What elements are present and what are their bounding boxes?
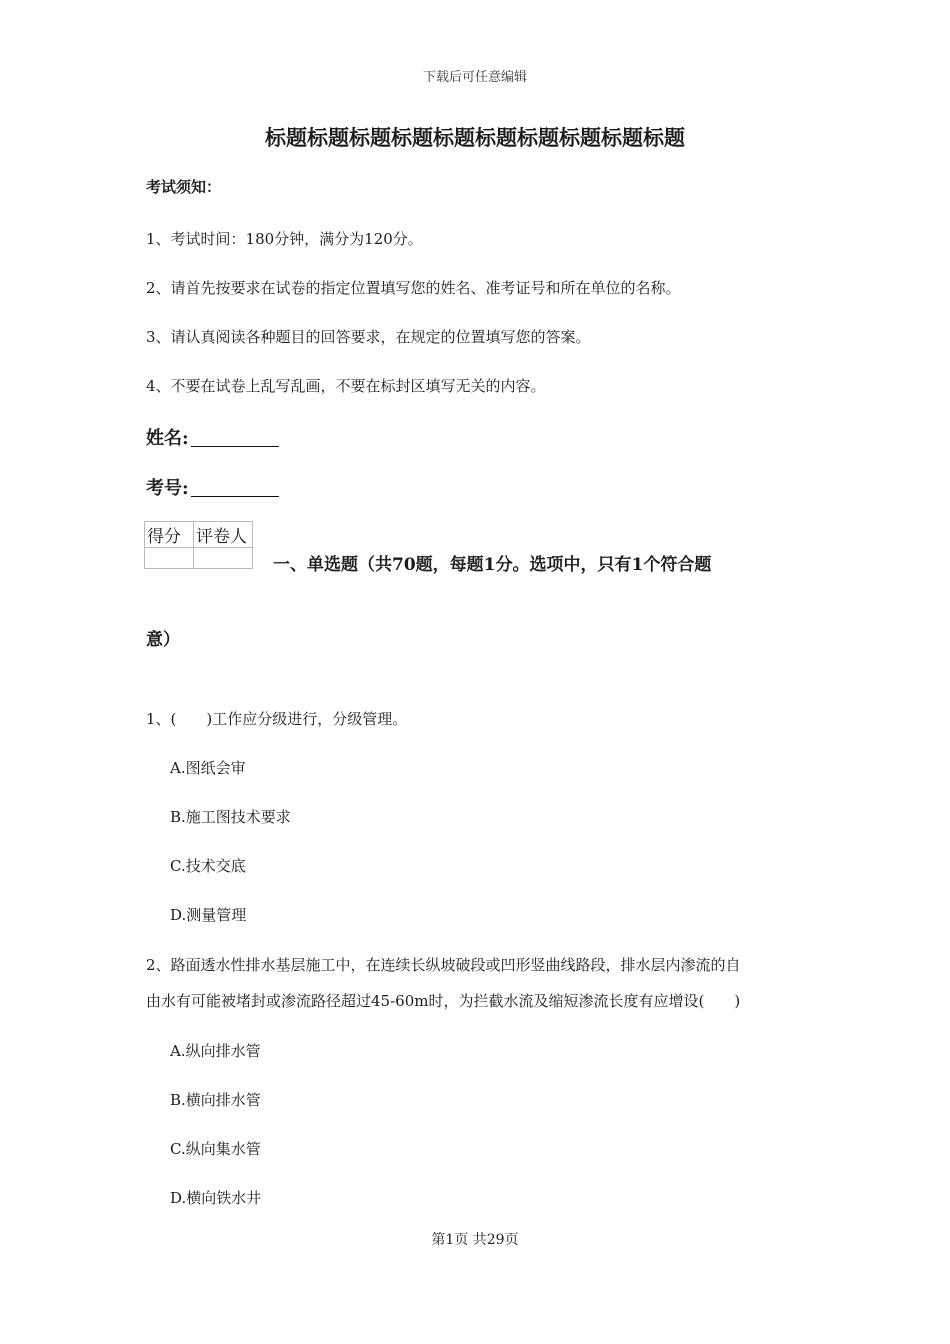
question-stem: 1、( )工作应分级进行，分级管理。 <box>146 710 408 728</box>
question-option: B.横向排水管 <box>170 1091 261 1109</box>
question-option: D.横向铁水井 <box>170 1189 262 1207</box>
section-title-continued: 意） <box>146 630 180 650</box>
question-option: A.纵向排水管 <box>170 1042 261 1060</box>
document-title: 标题标题标题标题标题标题标题标题标题标题 <box>265 125 685 150</box>
exam-id-label: 考号: <box>146 478 189 499</box>
question-option: A.图纸会审 <box>170 759 246 777</box>
score-header: 得分 <box>145 522 194 548</box>
notice-item: 2、请首先按要求在试卷的指定位置填写您的姓名、准考证号和所在单位的名称。 <box>146 279 681 297</box>
grader-header: 评卷人 <box>194 522 253 548</box>
name-field <box>146 424 279 450</box>
question-option: C.技术交底 <box>170 857 246 875</box>
question-option: B.施工图技术要求 <box>170 808 291 826</box>
exam-id-blank-line[interactable] <box>191 478 279 497</box>
exam-id-field <box>146 474 279 500</box>
section-title: 一、单选题（共70题，每题1分。选项中，只有1个符合题 <box>273 555 712 575</box>
notice-item: 4、不要在试卷上乱写乱画，不要在标封区填写无关的内容。 <box>146 377 546 395</box>
notice-item: 1、考试时间：180分钟，满分为120分。 <box>146 230 423 248</box>
notice-heading: 考试须知： <box>146 178 222 196</box>
name-label: 姓名: <box>146 428 189 449</box>
question-stem: 2、路面透水性排水基层施工中，在连续长纵坡破段或凹形竖曲线路段，排水层内渗流的自 <box>146 956 741 974</box>
question-option: C.纵向集水管 <box>170 1140 261 1158</box>
question-stem-continued: 由水有可能被堵封或渗流路径超过45-60m时，为拦截水流及缩短渗流长度有应增设( ) <box>146 992 741 1010</box>
name-blank-line[interactable] <box>191 428 279 447</box>
page-number: 第1页 共29页 <box>431 1232 519 1248</box>
question-option: D.测量管理 <box>170 906 247 924</box>
grader-cell[interactable] <box>194 548 253 569</box>
score-table <box>144 521 253 569</box>
score-cell[interactable] <box>145 548 194 569</box>
notice-item: 3、请认真阅读各种题目的回答要求，在规定的位置填写您的答案。 <box>146 328 591 346</box>
header-note: 下载后可任意编辑 <box>422 70 527 85</box>
